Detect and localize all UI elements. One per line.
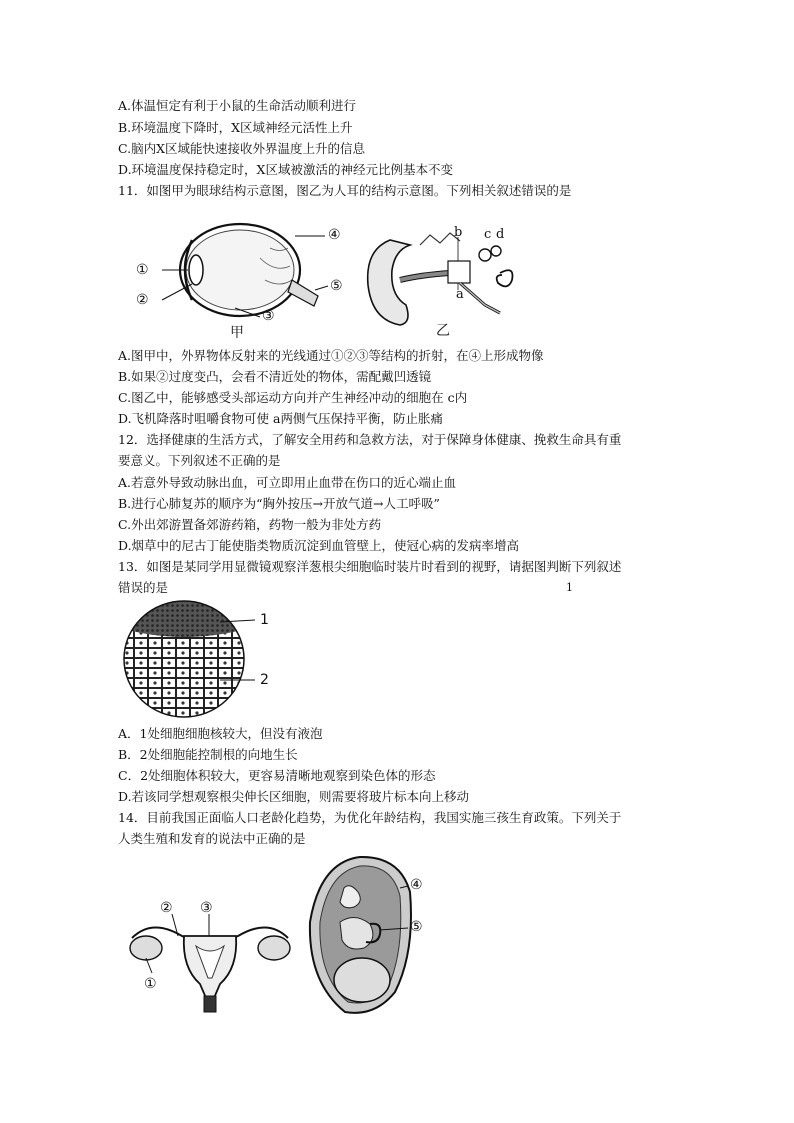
q12-option-c: C.外出郊游置备郊游药箱，药物一般为非处方药: [118, 517, 382, 532]
ear-diagram: [360, 225, 530, 340]
fetus-label-4: ④: [410, 877, 423, 893]
q10-option-b: B.环境温度下降时，X区域神经元活性上升: [118, 120, 353, 135]
microscope-label-1: 1: [260, 612, 269, 628]
root-tip-microscope-view: [120, 598, 290, 720]
q10-option-d: D.环境温度保持稳定时，X区域被激活的神经元比例基本不变: [118, 162, 453, 177]
ear-label-b: b: [454, 225, 463, 240]
q11-option-c: C.图乙中，能够感受头部运动方向并产生神经冲动的细胞在 c内: [118, 390, 468, 405]
q13-stem-line2: 错误的是: [118, 580, 169, 595]
q13-stem-line1: 13．如图是某同学用显微镜观察洋葱根尖细胞临时装片时看到的视野，请据图判断下列叙述: [118, 559, 622, 574]
eye-diagram: [130, 218, 360, 341]
q13-option-d: D.若该同学想观察根尖伸长区细胞，则需要将玻片标本向上移动: [118, 789, 470, 804]
q12-option-b: B.进行心肺复苏的顺序为“胸外按压→开放气道→人工呼吸”: [118, 496, 440, 511]
q14-stem-line1: 14．目前我国正面临人口老龄化趋势，为优化年龄结构，我国实施三孩生育政策。下列关于: [118, 810, 622, 825]
eye-label-3: ③: [262, 308, 275, 324]
fetus-in-uterus-diagram: [300, 852, 450, 1017]
ear-caption: 乙: [436, 323, 450, 339]
eye-label-1: ①: [136, 262, 149, 278]
fetus-label-5: ⑤: [410, 919, 423, 935]
eye-label-4: ④: [328, 227, 341, 243]
q13-option-a: A．1处细胞细胞核较大，但没有液泡: [118, 726, 323, 741]
q11-option-d: D.飞机降落时咀嚼食物可使 a两侧气压保持平衡，防止胀痛: [118, 411, 443, 426]
eye-label-5: ⑤: [330, 278, 343, 294]
microscope-label-2: 2: [260, 672, 269, 688]
ear-label-c: c: [484, 227, 492, 242]
page-mark: 1: [566, 581, 573, 594]
q10-option-a: A.体温恒定有利于小鼠的生命活动顺利进行: [118, 98, 357, 113]
q14-stem-line2: 人类生殖和发育的说法中正确的是: [118, 831, 306, 846]
q12-stem-line1: 12．选择健康的生活方式，了解安全用药和急救方法，对于保障身体健康、挽救生命具有重: [118, 432, 622, 447]
ear-label-a: a: [456, 287, 464, 302]
q12-option-a: A.若意外导致动脉出血，可立即用止血带在伤口的近心端止血: [118, 475, 457, 490]
q10-option-c: C.脑内X区域能快速接收外界温度上升的信息: [118, 141, 365, 156]
q12-stem-line2: 要意义。下列叙述不正确的是: [118, 453, 281, 468]
q11-option-b: B.如果②过度变凸，会看不清近处的物体，需配戴凹透镜: [118, 369, 432, 384]
eye-caption: 甲: [230, 325, 244, 341]
uterus-label-2: ②: [160, 900, 173, 916]
q11-option-a: A.图甲中，外界物体反射来的光线通过①②③等结构的折射，在④上形成物像: [118, 348, 544, 363]
eye-label-2: ②: [136, 292, 149, 308]
q11-stem: 11．如图甲为眼球结构示意图，图乙为人耳的结构示意图。下列相关叙述错误的是: [118, 183, 572, 198]
q13-option-c: C．2处细胞体积较大，更容易清晰地观察到染色体的形态: [118, 768, 436, 783]
ear-label-d: d: [496, 227, 505, 242]
q13-option-b: B．2处细胞能控制根的向地生长: [118, 747, 298, 762]
uterus-label-3: ③: [200, 900, 213, 916]
female-reproductive-diagram: [122, 898, 302, 1013]
q12-option-d: D.烟草中的尼古丁能使脂类物质沉淀到血管壁上，使冠心病的发病率增高: [118, 538, 520, 553]
uterus-label-1: ①: [144, 976, 157, 992]
